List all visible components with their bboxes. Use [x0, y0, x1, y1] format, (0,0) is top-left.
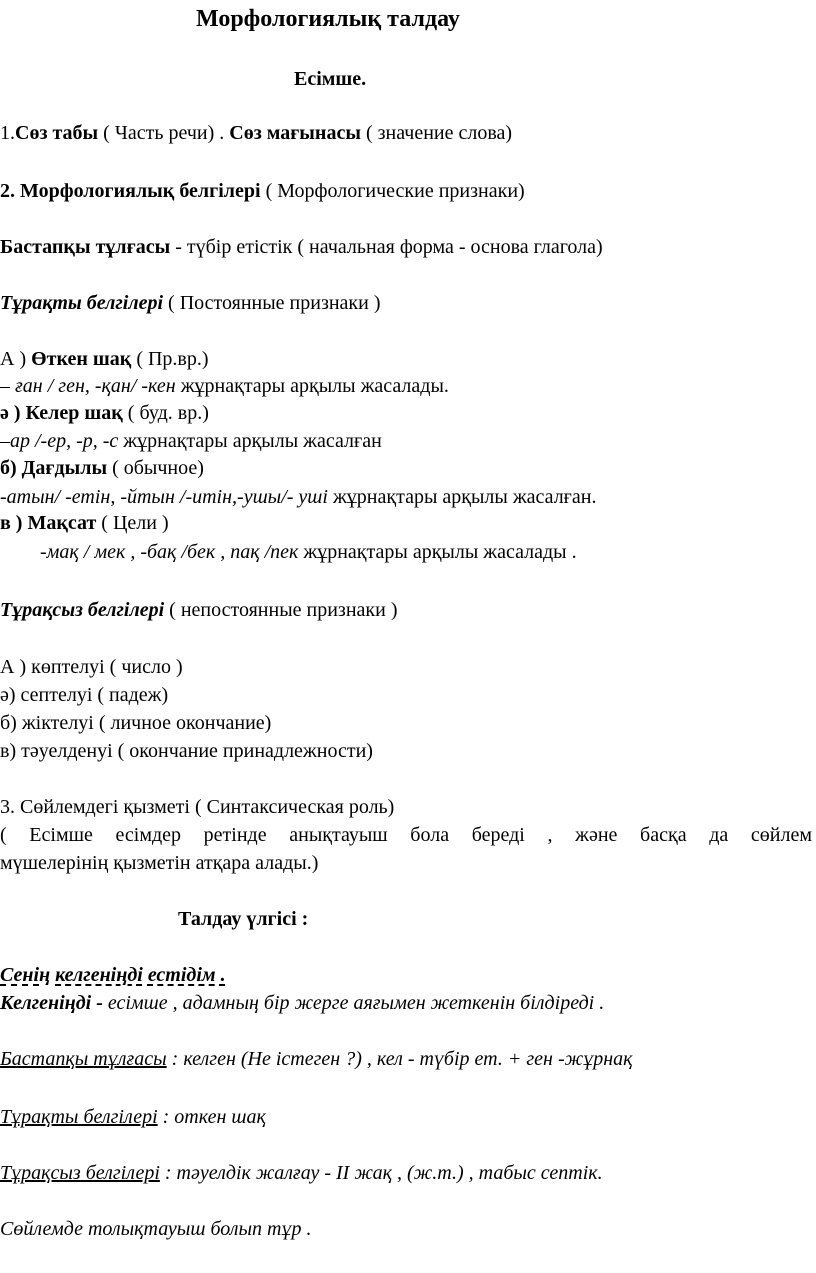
syntactic-role-description-1: ( Есімше есімдер ретінде анықтауыш бола береді , және басқа да сөйлем [0, 824, 812, 846]
item-1-line [0, 120, 512, 146]
item-1-number: 1. [0, 122, 15, 144]
purpose-suffixes-line [40, 539, 577, 565]
example-word-3: естідім . [147, 964, 226, 986]
example-variable-features-label: Тұрақсыз белгілері [0, 1162, 160, 1184]
possessive-line: в) тәуелденуі ( окончание принадлежности) [0, 740, 373, 762]
conjugation-line: б) жіктелуі ( личное окончание) [0, 712, 272, 734]
future-tense-label: ә ) Келер шақ [0, 402, 123, 424]
past-tense-suffixes: – ған / ген, -қан/ -кен [0, 375, 176, 397]
variable-features-line [0, 597, 397, 623]
past-tense-translation: ( Пр.вр.) [131, 348, 209, 370]
purpose-label: в ) Мақсат [0, 512, 97, 534]
constant-features-label: Тұрақты белгілері [0, 292, 164, 314]
word-class-translation: ( Часть речи) . [98, 122, 230, 144]
example-initial-form-line [0, 1046, 633, 1072]
constant-features-line [0, 290, 381, 316]
past-tense-suffixes-note: жұрнақтары арқылы жасалады. [175, 375, 449, 397]
morphological-features-label: 2. Морфологиялық белгілері [0, 180, 261, 202]
example-variable-features-value: : тәуелдік жалғау - ІІ жақ , (ж.т.) , табыс септік. [159, 1162, 603, 1184]
future-tense-suffixes: –ар /-ер, -р, -с [0, 430, 119, 452]
example-constant-features-value: : откен шақ [157, 1106, 266, 1128]
word-class-label: Сөз табы [15, 122, 99, 144]
example-sentence-role-line: Сөйлемде толықтауыш болып тұр . [0, 1218, 312, 1240]
purpose-translation: ( Цели ) [96, 512, 169, 534]
past-tense-marker: А ) [0, 348, 32, 370]
word-meaning-translation: ( значение слова) [360, 122, 513, 144]
initial-form-label: Бастапқы тұлғасы [0, 236, 171, 258]
item-2-line [0, 178, 525, 204]
constant-features-translation: ( Постоянные признаки ) [163, 292, 381, 314]
habitual-line [0, 455, 204, 481]
example-word-1: Сенің [0, 964, 51, 986]
morphological-features-translation: ( Морфологические признаки) [260, 180, 525, 202]
example-sentence-line [0, 962, 226, 988]
habitual-translation: ( обычное) [107, 457, 204, 479]
syntactic-role-description-2: мүшелерінің қызметін атқара алады.) [0, 852, 319, 874]
purpose-suffixes: -мақ / мек , -бақ /бек , пақ /пек [40, 541, 299, 563]
example-constant-features-line [0, 1104, 266, 1130]
variable-features-label: Тұрақсыз белгілері [0, 599, 165, 621]
example-initial-form-label: Бастапқы тұлғасы [0, 1048, 167, 1070]
plurality-line: А ) көптелуі ( число ) [0, 656, 183, 678]
example-constant-features-label: Тұрақты белгілері [0, 1106, 158, 1128]
syntactic-role-line: 3. Сөйлемдегі қызметі ( Синтаксическая роль) [0, 796, 395, 818]
variable-features-translation: ( непостоянные признаки ) [164, 599, 398, 621]
habitual-suffixes-note: жұрнақтары арқылы жасалған. [327, 486, 597, 508]
future-tense-line [0, 400, 209, 426]
analysis-sample-title: Талдау үлгісі : [178, 908, 309, 930]
past-tense-line [0, 346, 209, 372]
example-participle-line [0, 990, 604, 1016]
example-word-2: келгеніңді [55, 964, 143, 986]
example-variable-features-line [0, 1160, 603, 1186]
purpose-line [0, 510, 169, 536]
document-subtitle: Есімше. [294, 68, 367, 90]
example-initial-form-value: : келген (Не істеген ?) , кел - түбір ет. + ген -жұрнақ [166, 1048, 633, 1070]
example-participle-label: Келгеніңді - [0, 992, 103, 1014]
example-participle-description: есімше , адамның бір жерге аяғымен жеткенін білдіреді . [102, 992, 605, 1014]
word-meaning-label: Сөз мағынасы [229, 122, 361, 144]
habitual-label: б) Дағдылы [0, 457, 108, 479]
past-tense-label: Өткен шақ [31, 348, 132, 370]
future-tense-suffixes-note: жұрнақтары арқылы жасалған [118, 430, 382, 452]
purpose-suffixes-note: жұрнақтары арқылы жасалады . [298, 541, 577, 563]
initial-form-description: - түбір етістік ( начальная форма - основа глагола) [170, 236, 603, 258]
past-tense-suffixes-line [0, 373, 449, 399]
document-title: Морфологиялық талдау [196, 6, 460, 32]
future-tense-suffixes-line [0, 428, 382, 454]
habitual-suffixes: -атын/ -етін, -йтын /-итін,-ушы/- уші [0, 486, 328, 508]
habitual-suffixes-line [0, 484, 596, 510]
initial-form-line [0, 234, 603, 260]
future-tense-translation: ( буд. вр.) [122, 402, 209, 424]
declension-line: ә) септелуі ( падеж) [0, 684, 169, 706]
